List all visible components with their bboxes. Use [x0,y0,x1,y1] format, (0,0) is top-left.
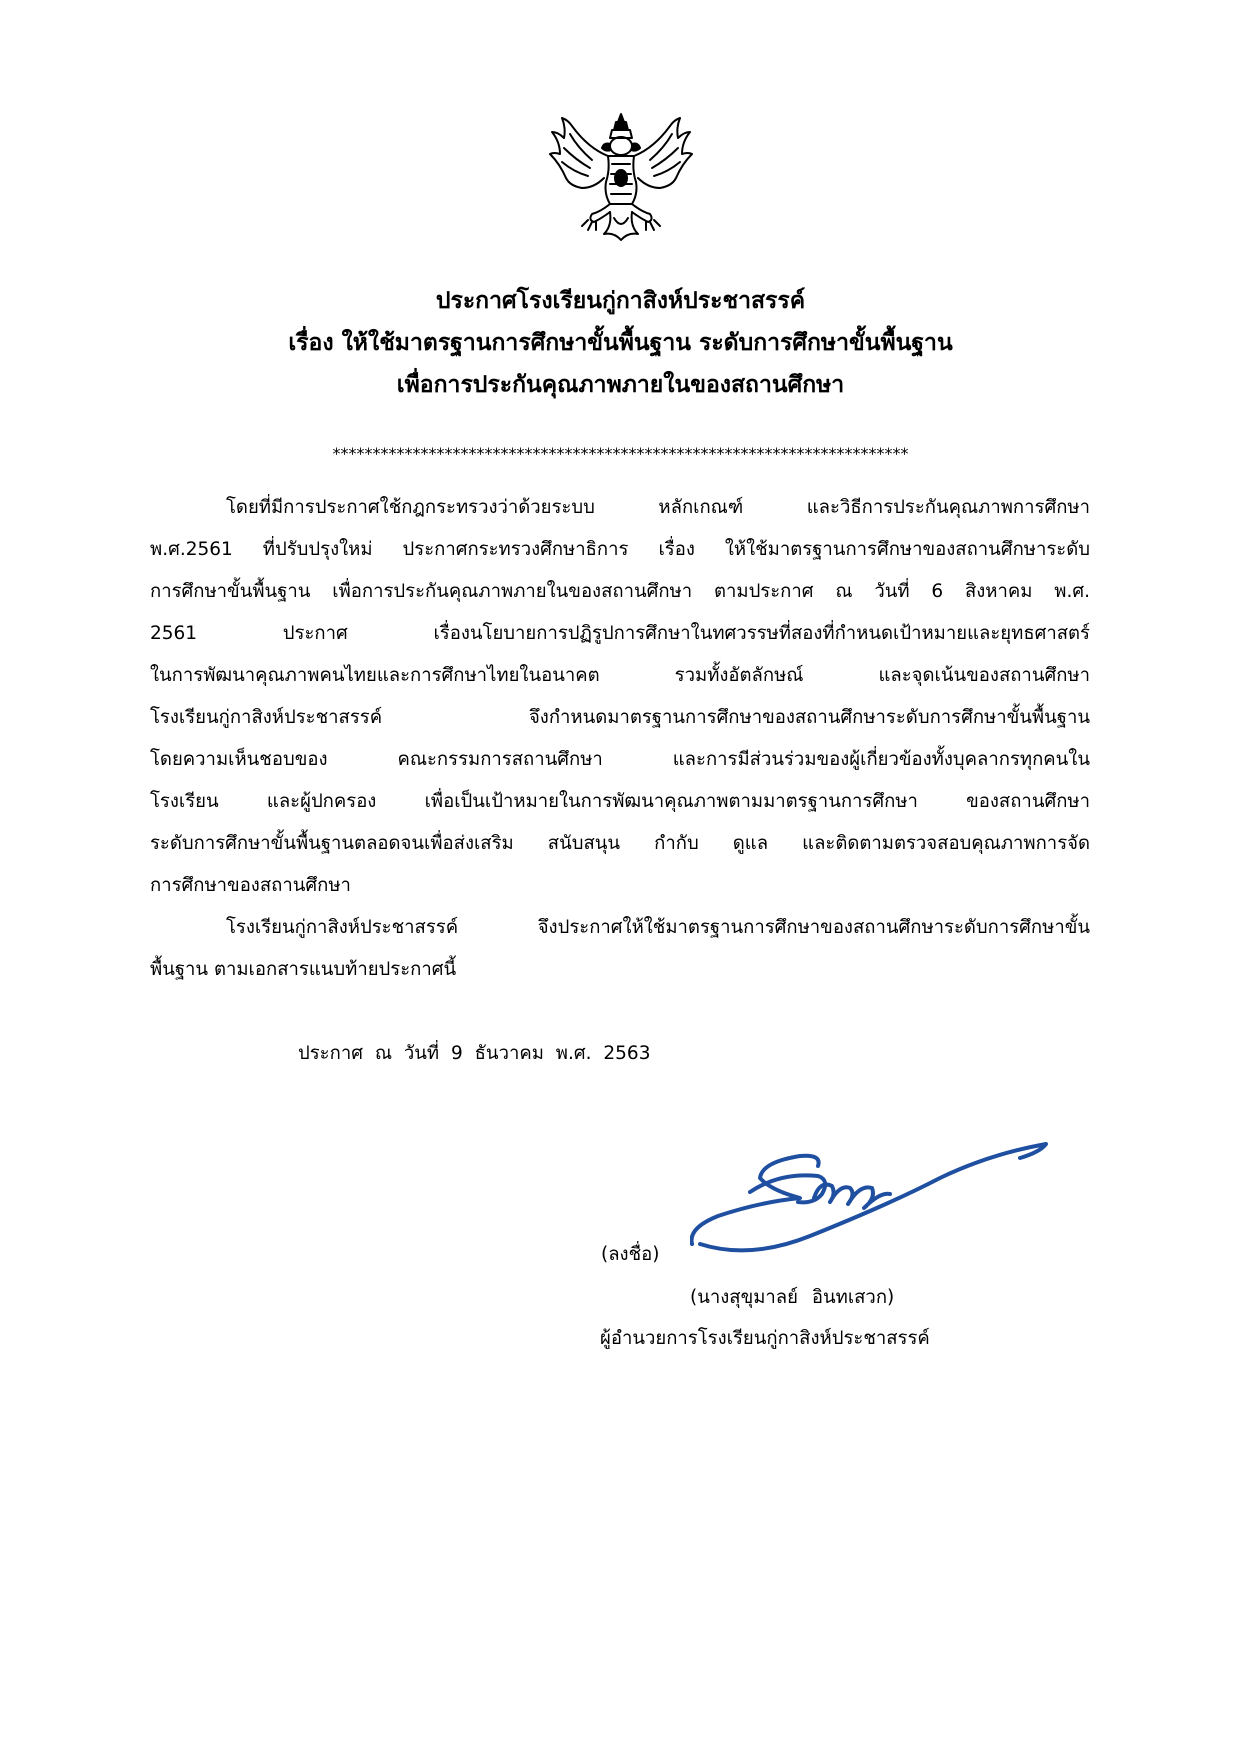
paragraph-line: 2561 ประกาศ เรื่องนโยบายการปฏิรูปการศึกษาในทศวรรษที่สองที่กำหนดเป้าหมายและยุทธศาสตร์ [150,623,1090,644]
paragraph-line: การศึกษาขั้นพื้นฐาน เพื่อการประกันคุณภาพภายในของสถานศึกษา ตามประกาศ ณ วันที่ 6 สิงหาคม พ.ศ. [150,581,1090,602]
signer-position: ผู้อำนวยการโรงเรียนกู่กาสิงห์ประชาสรรค์ [600,1328,930,1349]
title-line-1: ประกาศโรงเรียนกู่กาสิงห์ประชาสรรค์ [435,288,806,314]
paragraph-line: โรงเรียนกู่กาสิงห์ประชาสรรค์ จึงกำหนดมาตรฐานการศึกษาของสถานศึกษาระดับการศึกษาขั้นพื้นฐาน [150,707,1090,728]
title-line-2: เรื่อง ให้ใช้มาตรฐานการศึกษาขั้นพื้นฐาน ระดับการศึกษาขั้นพื้นฐาน [288,330,953,356]
title-separator: ************************************************************************ [332,444,909,463]
paragraph-line: โรงเรียน และผู้ปกครอง เพื่อเป็นเป้าหมายในการพัฒนาคุณภาพตามมาตรฐานการศึกษา ของสถานศึกษา [150,791,1090,812]
paragraph-line: โรงเรียนกู่กาสิงห์ประชาสรรค์ จึงประกาศให้ใช้มาตรฐานการศึกษาของสถานศึกษาระดับการศึกษาขั้น [226,917,1090,938]
announcement-date: ประกาศ ณ วันที่ 9 ธันวาคม พ.ศ. 2563 [298,1043,651,1064]
signer-name: (นางสุขุมาลย์ อินทเสวก) [690,1287,895,1308]
title-line-3: เพื่อการประกันคุณภาพภายในของสถานศึกษา [396,372,845,398]
garuda-emblem-icon [548,108,694,244]
paragraph-line: การศึกษาของสถานศึกษา [150,875,351,896]
paragraph-line: ในการพัฒนาคุณภาพคนไทยและการศึกษาไทยในอนาคต รวมทั้งอัตลักษณ์ และจุดเน้นของสถานศึกษา [150,665,1090,686]
paragraph-line: โดยที่มีการประกาศใช้กฎกระทรวงว่าด้วยระบบ หลักเกณฑ์ และวิธีการประกันคุณภาพการศึกษา [226,497,1090,518]
paragraph-line: โดยความเห็นชอบของ คณะกรรมการสถานศึกษา และการมีส่วนร่วมของผู้เกี่ยวข้องทั้งบุคลากรทุกคนใน [150,749,1090,770]
paragraph-line: ระดับการศึกษาขั้นพื้นฐานตลอดจนเพื่อส่งเสริม สนับสนุน กำกับ ดูแล และติดตามตรวจสอบคุณภาพการจัด [150,833,1090,854]
signature-scribble [690,1132,1050,1262]
paragraph-line: พื้นฐาน ตามเอกสารแนบท้ายประกาศนี้ [150,959,457,980]
signature-label: (ลงชื่อ) [601,1244,660,1265]
paragraph-line: พ.ศ.2561 ที่ปรับปรุงใหม่ ประกาศกระทรวงศึกษาธิการ เรื่อง ให้ใช้มาตรฐานการศึกษาของสถานศึกษาระดับ [150,539,1090,560]
